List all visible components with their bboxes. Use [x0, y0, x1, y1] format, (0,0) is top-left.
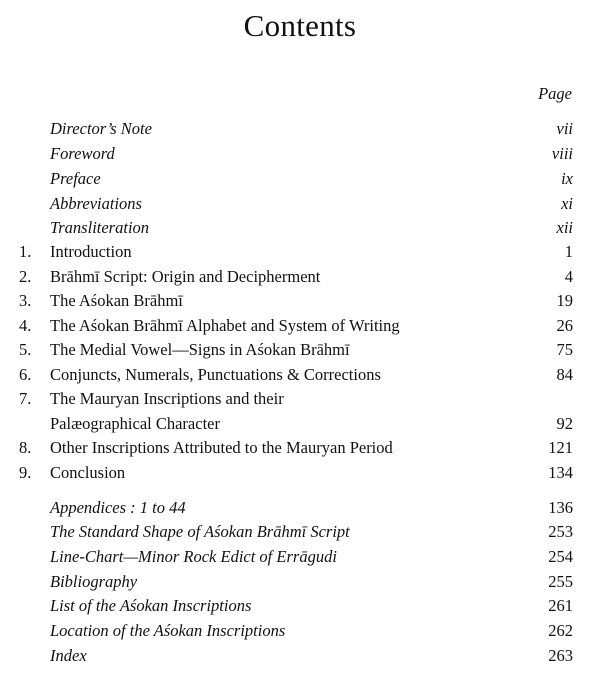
toc-chapter[interactable]	[0, 363, 600, 387]
toc-chapter[interactable]	[0, 436, 600, 460]
toc-chapter[interactable]	[0, 338, 600, 362]
toc-chapter[interactable]	[0, 461, 600, 485]
toc-label: Preface	[50, 169, 101, 188]
chapter-number: 3.	[19, 291, 32, 310]
toc-label: Abbreviations	[50, 194, 142, 213]
toc-label: The Mauryan Inscriptions and their	[50, 389, 284, 408]
toc-label: List of the Aśokan Inscriptions	[50, 596, 252, 615]
toc-page: 263	[548, 646, 573, 665]
toc-label: The Medial Vowel—Signs in Aśokan Brāhmī	[50, 340, 350, 359]
toc-label: Line-Chart—Minor Rock Edict of Errāgudi	[50, 547, 337, 566]
chapter-number: 6.	[19, 365, 32, 384]
toc-label: Appendices : 1 to 44	[50, 498, 186, 517]
toc-page: xii	[556, 218, 573, 237]
toc-page: 1	[564, 242, 573, 261]
toc-label: Foreword	[50, 144, 115, 163]
toc-page: 253	[548, 522, 573, 541]
toc-label: Conclusion	[50, 463, 126, 482]
toc-page: ix	[561, 169, 573, 188]
toc-label: The Aśokan Brāhmī Alphabet and System of Writing	[50, 316, 400, 335]
toc-label: The Aśokan Brāhmī	[50, 291, 183, 310]
toc-page: 255	[548, 572, 573, 591]
toc-label: Transliteration	[50, 218, 150, 237]
toc-entry[interactable]	[0, 594, 600, 618]
chapter-number: 2.	[19, 267, 32, 286]
toc-entry[interactable]	[0, 520, 600, 544]
toc-label: Introduction	[50, 242, 132, 261]
toc-entry[interactable]	[0, 545, 600, 569]
toc-page: 121	[548, 438, 573, 457]
toc-label: Bibliography	[50, 572, 138, 591]
toc-chapter-continuation[interactable]	[0, 412, 600, 436]
toc-page: 26	[556, 316, 573, 335]
toc-entry[interactable]	[0, 142, 600, 166]
toc-entry[interactable]	[0, 192, 600, 216]
toc-page: 262	[548, 621, 573, 640]
toc-chapter[interactable]	[0, 387, 600, 411]
toc-label: Other Inscriptions Attributed to the Mauryan Period	[50, 438, 393, 457]
toc-entry[interactable]	[0, 570, 600, 594]
chapter-number: 1.	[19, 242, 32, 261]
toc-page: 4	[564, 267, 573, 286]
toc-entry[interactable]	[0, 117, 600, 141]
toc-page: 75	[556, 340, 573, 359]
toc-label: Conjuncts, Numerals, Punctuations & Corrections	[50, 365, 381, 384]
toc-page: 136	[548, 498, 573, 517]
toc-entry[interactable]	[0, 167, 600, 191]
toc-page: xi	[561, 194, 573, 213]
toc-page: vii	[556, 119, 573, 138]
toc-label: Location of the Aśokan Inscriptions	[50, 621, 286, 640]
chapter-number: 8.	[19, 438, 32, 457]
toc-label: The Standard Shape of Aśokan Brāhmī Script	[50, 522, 350, 541]
page-column-header: Page	[538, 84, 572, 103]
toc-page: viii	[551, 144, 573, 163]
chapter-number: 9.	[19, 463, 32, 482]
toc-entry[interactable]	[0, 496, 600, 520]
toc-chapter[interactable]	[0, 314, 600, 338]
toc-page: 261	[548, 596, 573, 615]
toc-entry[interactable]	[0, 644, 600, 668]
toc-chapter[interactable]	[0, 240, 600, 264]
toc-page: 19	[556, 291, 573, 310]
toc-page: 84	[556, 365, 573, 384]
toc-label: Brāhmī Script: Origin and Decipherment	[50, 267, 321, 286]
toc-page: 254	[548, 547, 573, 566]
toc-entry[interactable]	[0, 216, 600, 240]
chapter-number: 4.	[19, 316, 32, 335]
toc-entry[interactable]	[0, 619, 600, 643]
toc-page: 92	[556, 414, 573, 433]
chapter-number: 7.	[19, 389, 32, 408]
toc-page: 134	[548, 463, 573, 482]
page-title: Contents	[243, 8, 357, 43]
chapter-number: 5.	[19, 340, 32, 359]
toc-chapter[interactable]	[0, 289, 600, 313]
toc-label: Director’s Note	[50, 119, 152, 138]
toc-chapter[interactable]	[0, 265, 600, 289]
toc-label: Index	[50, 646, 87, 665]
toc-label: Palæographical Character	[50, 414, 220, 433]
